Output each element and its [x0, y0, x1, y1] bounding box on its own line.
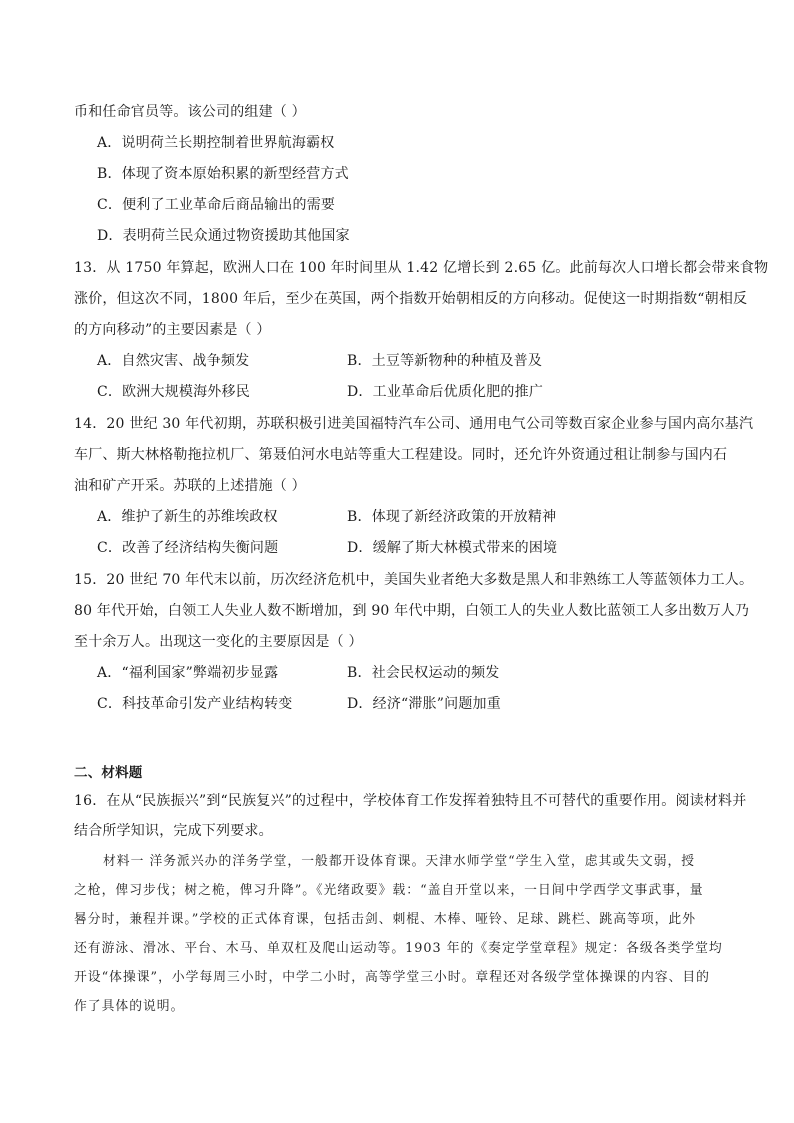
- material1-line-3: 晷分时，兼程并课。”学校的正式体育课，包括击剑、刺棍、木棒、哑铃、足球、跳栏、跳高等项，此外: [74, 912, 697, 927]
- q15-stem-line-2: 80 年代开始，白领工人失业人数不断增加，到 90 年代中期，白领工人的失业人数比蓝领工人多出数万人乃: [74, 603, 750, 619]
- q14-option-d[interactable]: D．缓解了斯大林模式带来的困境: [347, 540, 558, 556]
- q16-stem-line-1: 16．在从“民族振兴”到“民族复兴”的过程中，学校体育工作发挥着独特且不可替代的重要作用。阅读材料并: [74, 793, 747, 809]
- material1-line-2: 之枪，俾习步伐；树之桅，俾习升降”。《光绪政要》载：“盖自开堂以来，一日间中学西学文事武事，量: [74, 883, 704, 898]
- q13-stem-line-3: 的方向移动”的主要因素是（ ）: [74, 322, 271, 338]
- material1-line-1: 材料一 洋务派兴办的洋务学堂，一般都开设体育课。天津水师学堂“学生入堂，虑其或失文弱，授: [103, 854, 696, 869]
- material1-line-5: 开设“体操课”，小学每周三小时，中学二小时，高等学堂三小时。章程还对各级学堂体操课的内容、目的: [74, 970, 710, 985]
- q15-stem-line-3: 至十余万人。出现这一变化的主要原因是（ ）: [74, 634, 363, 650]
- q15-option-c[interactable]: C．科技革命引发产业结构转变: [97, 696, 293, 712]
- q16-stem-line-2: 结合所学知识，完成下列要求。: [74, 823, 273, 839]
- q12-stem: 币和任命官员等。该公司的组建（ ）: [74, 104, 306, 120]
- q14-option-c[interactable]: C．改善了经济结构失衡问题: [97, 540, 279, 556]
- q13-option-c[interactable]: C．欧洲大规模海外移民: [97, 384, 250, 400]
- q13-option-b[interactable]: B．土豆等新物种的种植及普及: [347, 353, 543, 369]
- q14-stem-line-2: 车厂、斯大林格勒拖拉机厂、第聂伯河水电站等重大工程建设。同时，还允许外资通过租让制参与国内石: [74, 447, 728, 463]
- q14-stem-line-1: 14．20 世纪 30 年代初期，苏联积极引进美国福特汽车公司、通用电气公司等数百家企业参与国内高尔基汽: [74, 416, 754, 432]
- q14-option-b[interactable]: B．体现了新经济政策的开放精神: [347, 509, 557, 525]
- q15-option-b[interactable]: B．社会民权运动的频发: [347, 665, 500, 681]
- q15-option-a[interactable]: A．“福利国家”弊端初步显露: [97, 665, 279, 681]
- q12-option-a[interactable]: A．说明荷兰长期控制着世界航海霸权: [97, 135, 335, 151]
- q13-option-d[interactable]: D．工业革命后优质化肥的推广: [347, 384, 544, 400]
- q13-stem-line-2: 涨价，但这次不同，1800 年后，至少在英国，两个指数开始朝相反的方向移动。促使这一时期指数“朝相反: [74, 291, 748, 307]
- q13-stem-line-1: 13．从 1750 年算起，欧洲人口在 100 年时间里从 1.42 亿增长到 2.65 亿。此前每次人口增长都会带来食物: [74, 260, 769, 276]
- q13-option-a[interactable]: A．自然灾害、战争频发: [97, 353, 250, 369]
- q12-option-d[interactable]: D．表明荷兰民众通过物资援助其他国家: [97, 228, 350, 244]
- material1-line-4: 还有游泳、滑冰、平台、木马、单双杠及爬山运动等。1903 年的《奏定学堂章程》规定：各级各类学堂均: [74, 941, 723, 956]
- section-heading: 二、材料题: [74, 765, 143, 781]
- q12-option-c[interactable]: C．便利了工业革命后商品输出的需要: [97, 197, 336, 213]
- q14-option-a[interactable]: A．维护了新生的苏维埃政权: [97, 509, 278, 525]
- q15-stem-line-1: 15．20 世纪 70 年代末以前，历次经济危机中，美国失业者绝大多数是黑人和非熟练工人等蓝领体力工人。: [74, 572, 754, 588]
- material1-line-6: 作了具体的说明。: [74, 999, 185, 1014]
- q12-option-b[interactable]: B．体现了资本原始积累的新型经营方式: [97, 166, 349, 182]
- q15-option-d[interactable]: D．经济“滞胀”问题加重: [347, 696, 501, 712]
- q14-stem-line-3: 油和矿产开采。苏联的上述措施（ ）: [74, 478, 306, 494]
